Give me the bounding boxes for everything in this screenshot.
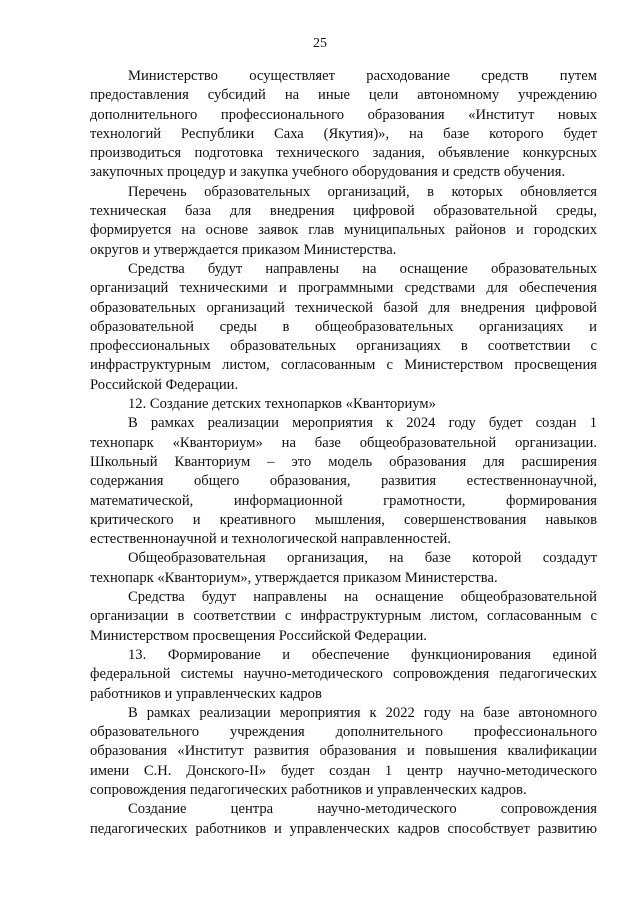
paragraph-line: Школьный Кванториум – это модель образования для расширения [90, 453, 597, 470]
paragraph-line: естественнонаучной и технологической направленностей. [90, 531, 452, 548]
paragraph-line: образовательной среды в общеобразовательных организациях и [90, 318, 597, 335]
paragraph-line: инфраструктурным листом, согласованным с Министерством просвещения [90, 357, 597, 374]
paragraph-line: Создание центра научно-методического сопровождения [128, 801, 597, 818]
section-heading: 13. Формирование и обеспечение функционирования единой [128, 646, 597, 663]
document-body [90, 67, 597, 839]
paragraph-line: Средства будут направлены на оснащение образовательных [128, 260, 597, 277]
section-heading: работников и управленческих кадров [90, 685, 322, 702]
paragraph-line: организации в соответствии с инфраструктурным листом, согласованным с [90, 608, 597, 625]
paragraph-line: производиться подготовка технического задания, объявление конкурсных [90, 145, 597, 162]
paragraph-line: Средства будут направлены на оснащение общеобразовательной [128, 589, 597, 606]
paragraph-line: технопарк «Кванториум», утверждается приказом Министерства. [90, 569, 498, 586]
paragraph-line: сопровождения педагогических работников и управленческих кадров. [90, 781, 527, 798]
paragraph-line: критического и креативного мышления, совершенствования навыков [90, 511, 597, 528]
paragraph-line: техническая база для внедрения цифровой образовательной среды, [90, 203, 597, 220]
paragraph-line: Перечень образовательных организаций, в которых обновляется [128, 183, 597, 200]
paragraph-line: технопарк «Кванториум» на базе общеобразовательной организации. [90, 434, 597, 451]
section-heading: 12. Создание детских технопарков «Кванториум» [128, 396, 436, 413]
paragraph-line: имени С.Н. Донского-II» будет создан 1 центр научно-методического [90, 762, 597, 779]
paragraph-line: образовательных организаций технической базой для внедрения цифровой [90, 299, 597, 316]
paragraph-line: Министерство осуществляет расходование средств путем [128, 68, 597, 84]
paragraph-line: профессиональных образовательных организациях в соответствии с [90, 338, 597, 355]
paragraph-line: предоставления субсидий на иные цели автономному учреждению [90, 87, 597, 104]
section-heading: федеральной системы научно-методического сопровождения педагогических [90, 666, 597, 683]
paragraph-line: математической, информационной грамотности, формирования [90, 492, 597, 509]
paragraph-line: формируется на основе заявок глав муниципальных районов и городских [90, 222, 597, 239]
paragraph-line: округов и утверждается приказом Министерства. [90, 241, 397, 258]
paragraph-line: педагогических работников и управленческих кадров способствует развитию [90, 820, 597, 837]
page-number: 25 [313, 36, 327, 51]
paragraph-line: закупочных процедур и закупка учебного оборудования и средств обучения. [90, 164, 566, 181]
paragraph-line: содержания общего образования, развития естественнонаучной, [90, 473, 597, 490]
paragraph-line: Российской Федерации. [90, 376, 239, 393]
paragraph-line: образования «Институт развития образования и повышения квалификации [90, 743, 597, 760]
paragraph-line: Общеобразовательная организация, на базе которой создадут [128, 550, 597, 567]
paragraph-line: технологий Республики Саха (Якутия)», на базе которого будет [90, 125, 597, 142]
paragraph-line: образовательного учреждения дополнительного профессионального [90, 724, 597, 741]
paragraph-line: Министерством просвещения Российской Федерации. [90, 627, 427, 644]
paragraph-line: В рамках реализации мероприятия к 2024 году будет создан 1 [128, 415, 597, 432]
paragraph-line: дополнительного профессионального образования «Институт новых [90, 106, 597, 123]
paragraph-line: организаций техническими и программными средствами для обеспечения [90, 280, 597, 297]
paragraph-line: В рамках реализации мероприятия к 2022 году на базе автономного [128, 704, 597, 721]
